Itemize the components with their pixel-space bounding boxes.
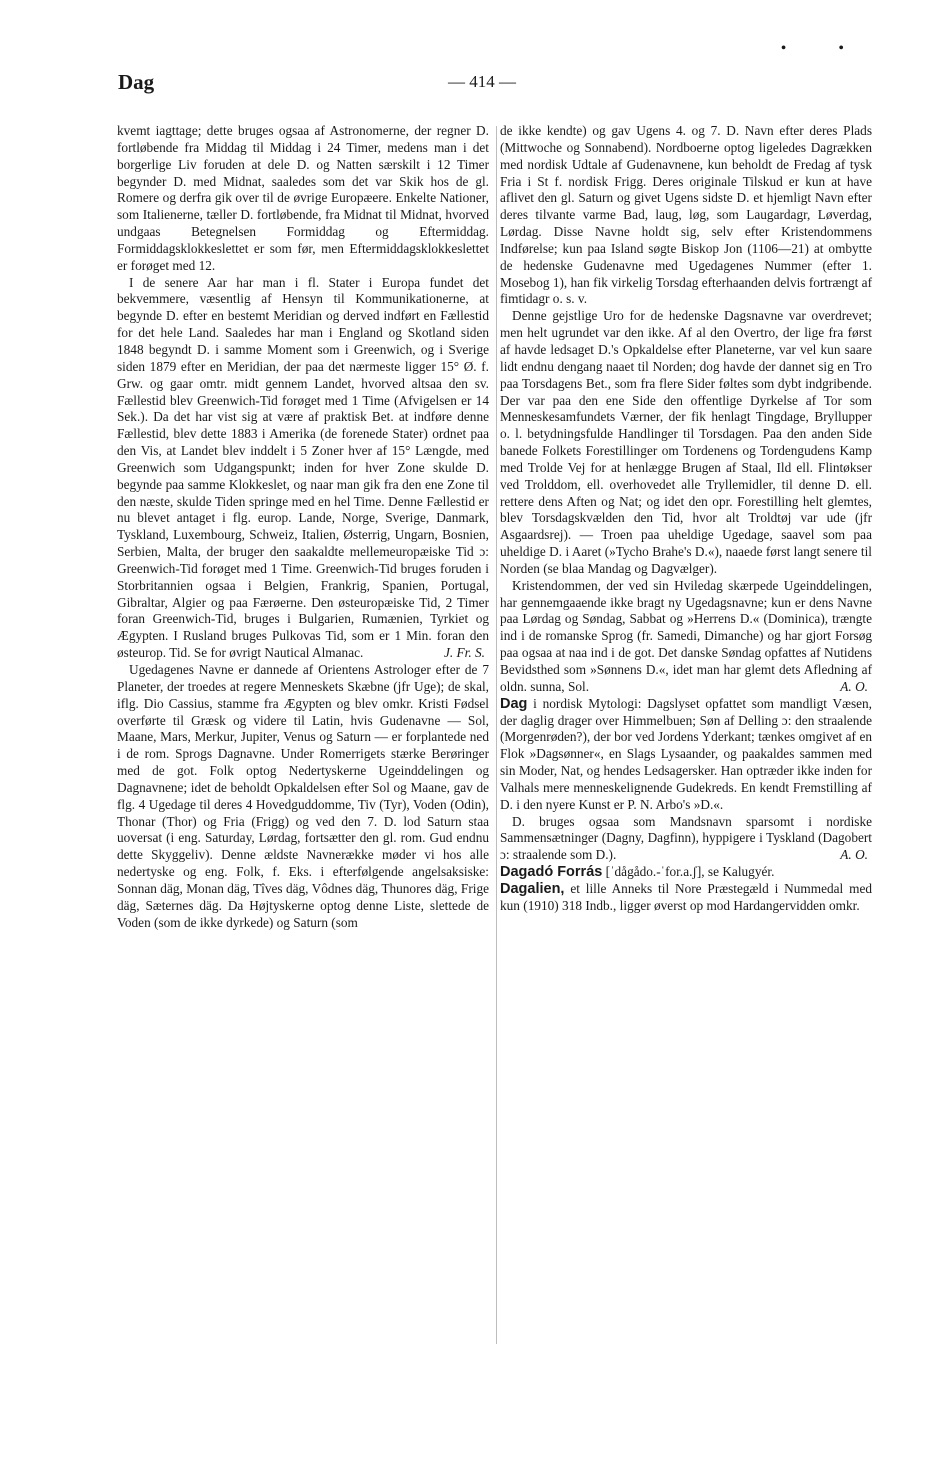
- page-number: — 414 —: [448, 72, 516, 91]
- paragraph-standard-time-text: I de senere Aar har man i fl. Stater i Europa fundet det bekvemmere, væsentlig af Hensyn til Kommunikationerne, at begynde D. efter en bestemt Meridian og derved indført en Fællestid for det hele Land. Saaledes har man i England og Skotland siden 1848 begyndt D. i samme Moment som i Greenwich, og i Sverige siden 1879 efter en Meridian, der paa det nærmeste ligger 15° Ø. f. Grw. og gaar omtr. midt gennem Landet, hvorved altsaa den sv. Fællestid blev Greenwich-Tid forøget med 1 Time (Afvigelsen er 14 Sek.). Da det har vist sig at være af praktisk Bet. at indføre denne Fællestid, blev dette 1883 i Amerika (de forenede Stater) ordnet paa den Vis, at Landet blev inddelt i 5 Zoner hver af 15° Længde, med Greenwich som Udgangspunkt; inden for hver Zone skulde D. begynde paa samme Klokkeslet, og naar man gik fra den ene Zone til den næste, skulde Tiden springe med en hel Time. Denne Fællestid er nu blevet antaget i flg. europ. Lande, Norge, Sverige, Danmark, Tyskland, Luxembourg, Schweiz, Italien, Østerrig, Ungarn, Bosnien, Serbien, Malta, der bruger den saakaldte mellemeuropæiske Tid ɔ: Greenwich-Tid forøget med 1 Time. Greenwich-Tid bruges foruden i Storbritannien ogsaa i Belgien, Frankrig, Spanien, Portugal, Gibraltar, Algier og paa Færøerne. Den østeuropæiske Tid, 2 Timer foran Greenwich-Tid, bruges i Bulgarien, Rumænien, Tyrkiet og Ægypten. I Rusland bruges Pulkovas Tid, som er 1 Min. foran den østeurop. Tid. Se for øvrigt Nautical Almanac.: [117, 274, 489, 661]
- print-specks: • •: [780, 40, 868, 57]
- entry-dagalien: [500, 881, 872, 915]
- left-column: [117, 123, 489, 932]
- entry-headword: Dag: [500, 695, 528, 712]
- entry-dag-mythology: [500, 696, 872, 814]
- entry-dag-name-usage: [500, 814, 872, 865]
- paragraph-nordic-names: de ikke kendte) og gav Ugens 4. og 7. D. Navn efter deres Plads (Mittwoche og Sonnabend). Nordboerne optog ligeledes Dagrækken med nordisk Udtale af Gudenavnene, kun beholdt de Fredag af tysk Fria i St f. nordisk Frigg. Deres originale Tilskud er kun at have aflivet den gl. Saturn og givet Ugens sidste D. et hjemligt Navn efter deres tilvante varme Bad, laug, løg, som Laugardagr, Løverdag, Lørdag. Disse Navne holdt sig, selv efter Kristendommens Indførelse; kun paa Island søgte Biskop Jon (1106—21) at ombytte de hedenske Gudenavne med Ugedagenes Nummer (efter 1. Mosebog 1), han fik virkelig Torsdag efterhaanden delvis fortrængt af fimtidagr o. s. v.: [500, 123, 872, 307]
- paragraph-weekday-names: Ugedagenes Navne er dannede af Orientens Astrologer efter de 7 Planeter, der troedes at regere Menneskets Skæbne (jfr Uge); de skal, iflg. Dio Cassius, stamme fra Ægypten og blev omkr. Kristi Fødsel overførte til Græsk og videre til Latin, hvis Gudenavne — Sol, Maane, Mars, Merkur, Jupiter, Venus og Saturn — er forplantede ned i de rom. Sprogs Dagnavne. Under Romerrigets stærke Berøringer med de got. Folk optog Nedertyskerne Ugeinddelingen og Dagnavnene; idet de beholdt Opkaldelsen efter Sol og Maane, gav de flg. 4 Ugedage til deres 4 Hovedguddomme, Tiv (Tyr), Voden (Odin), Thonar (Thor) og Fria (Frigg) og ved den 7. D. lod Saturn staa uoversat (i eng. Saturday, Lørdag, fortsætter den gl. rom. Gud endnu dette Skyggeliv). Denne ældste Navnerække møder vi hos alle nedertyske og eng. Folk, f. Eks. i efterfølgende angelsaksiske: Sonnan däg, Monan däg, Tîves däg, Vôdnes däg, Thunores däg, Frige däg, Sæternes däg. Da Højtyskerne optog denne Liste, slettede de Voden (som de ikke dyrkede) og Saturn (som: [117, 662, 489, 930]
- author-signature: J. Fr. S.: [444, 645, 485, 661]
- right-column: [500, 123, 872, 915]
- paragraph-christianity-text: Kristendommen, der ved sin Hviledag skærpede Ugeinddelingen, har gennemgaaende ikke bragt ny Ugedagsnavne; kun er dens Navne paa Lørdag og Søndag, Sabbat og »Herrens D.« (Dominica), trængte ind i de romanske Sprog (fr. Samedi, Dimanche) og har gjort Forsøg paa ogsaa at naa ind i de got. Det danske Søndag opfattes af Nutidens Bevidsthed som »Sønnens D.«, idet man har glemt dets Afledning af oldn. sunna, Sol.: [500, 577, 872, 694]
- running-head-word: Dag: [118, 70, 155, 94]
- paragraph-christianity: [500, 578, 872, 696]
- entry-text: D. bruges ogsaa som Mandsnavn sparsomt i nordiske Sammensætninger (Dagny, Dagfinn), hyppigere i Tyskland (Dagobert ɔ: straalende som D.).: [500, 813, 872, 863]
- entry-headword: Dagalien,: [500, 880, 565, 897]
- entry-dagado-forras: [500, 864, 872, 881]
- entry-text: et lille Anneks til Nore Præstegæld i Nummedal med kun (1910) 318 Indb., ligger øverst op mod Hardangervidden omkr.: [500, 880, 872, 913]
- paragraph-astronomy: kvemt iagttage; dette bruges ogsaa af Astronomerne, der regner D. fortløbende fra Middag til Middag i 24 Timer, medens man i det borgerlige Liv foruden at dele D. og Natten særskilt i 12 Timer begynder D. med Midnat, saaledes som det var Skik hos de gl. Romere og derfra gik over til de øvrige Europæere. Enkelte Nationer, som Italienerne, tæller D. fortløbende, fra Midnat til Midnat, hvorved undgaas Betegnelsen Formiddag og Eftermiddag. Formiddagsklokkeslettet er som før, men Eftermiddagsklokkeslettet er forøget med 12.: [117, 123, 489, 273]
- paragraph-superstition: Denne gejstlige Uro for de hedenske Dagsnavne var overdrevet; men helt ugrundet var den ikke. Af al den Overtro, der lige fra først af havde ledsaget D.'s Opkaldelse efter Planeterne, var vel kun saare lidt endnu dengang naaet til Norden; dog havde der dannet sig en Tro paa Torsdagens Bet., som fra flere Sider føltes som dybt indgribende. Der var paa den ene Side den offentlige Dyrkelse af Tor som Menneskesamfundets Værner, der fik henlagt Tingdage, Bryllupper o. l. betydningsfulde Handlinger til Torsdagen. Paa den anden Side banede Folkets Forestillinger om Tordenens og Tordengudens Kamp med Trolde Vej for at henlægge Brugen af Staal, Ild ell. Flintøkser ved Trolddom, ell. overhovedet alle Tryllemidler, til denne D. ell. rettere dens Aften og Nat; og idet den opr. Forestilling helt glemtes, blev Torsdagskvælden den Tid, hvor alt Troldtøj var ude (jfr Asgaardsrej). — Troen paa uheldige Ugedage, saavel som paa uheldige D. i Aaret (»Tycho Brahe's D.«), naaede først langt senere til Norden (se blaa Mandag og Dagvælger).: [500, 308, 872, 576]
- entry-text: i nordisk Mytologi: Dagslyset opfattet som mandligt Væsen, der daglig drager over Himmelbuen; Søn af Delling ɔ: den straalende (Morgenrøden?), der bor ved Jordens Yderkant; tænkes omgivet af en Flok »Dagsønner«, en Slags Lysaander, og paakaldes sammen med sin Moder, Nat, og hendes Ledsagersker. Han optræder ikke inden for Valhals mere menneskelignende Gudekreds. En kendt Fremstilling af D. i den nyere Kunst er P. N. Arbo's »D.«.: [500, 695, 872, 812]
- author-signature: A. O.: [840, 847, 868, 863]
- entry-headword: Dagadó Forrás: [500, 864, 603, 881]
- column-divider: [496, 126, 497, 1344]
- author-signature: A. O.: [840, 678, 868, 694]
- entry-text: [ˈdågådo.-ˈfor.a.ʃ], se Kalugyér.: [605, 864, 775, 880]
- paragraph-standard-time: [117, 275, 489, 662]
- page-header: [118, 70, 878, 102]
